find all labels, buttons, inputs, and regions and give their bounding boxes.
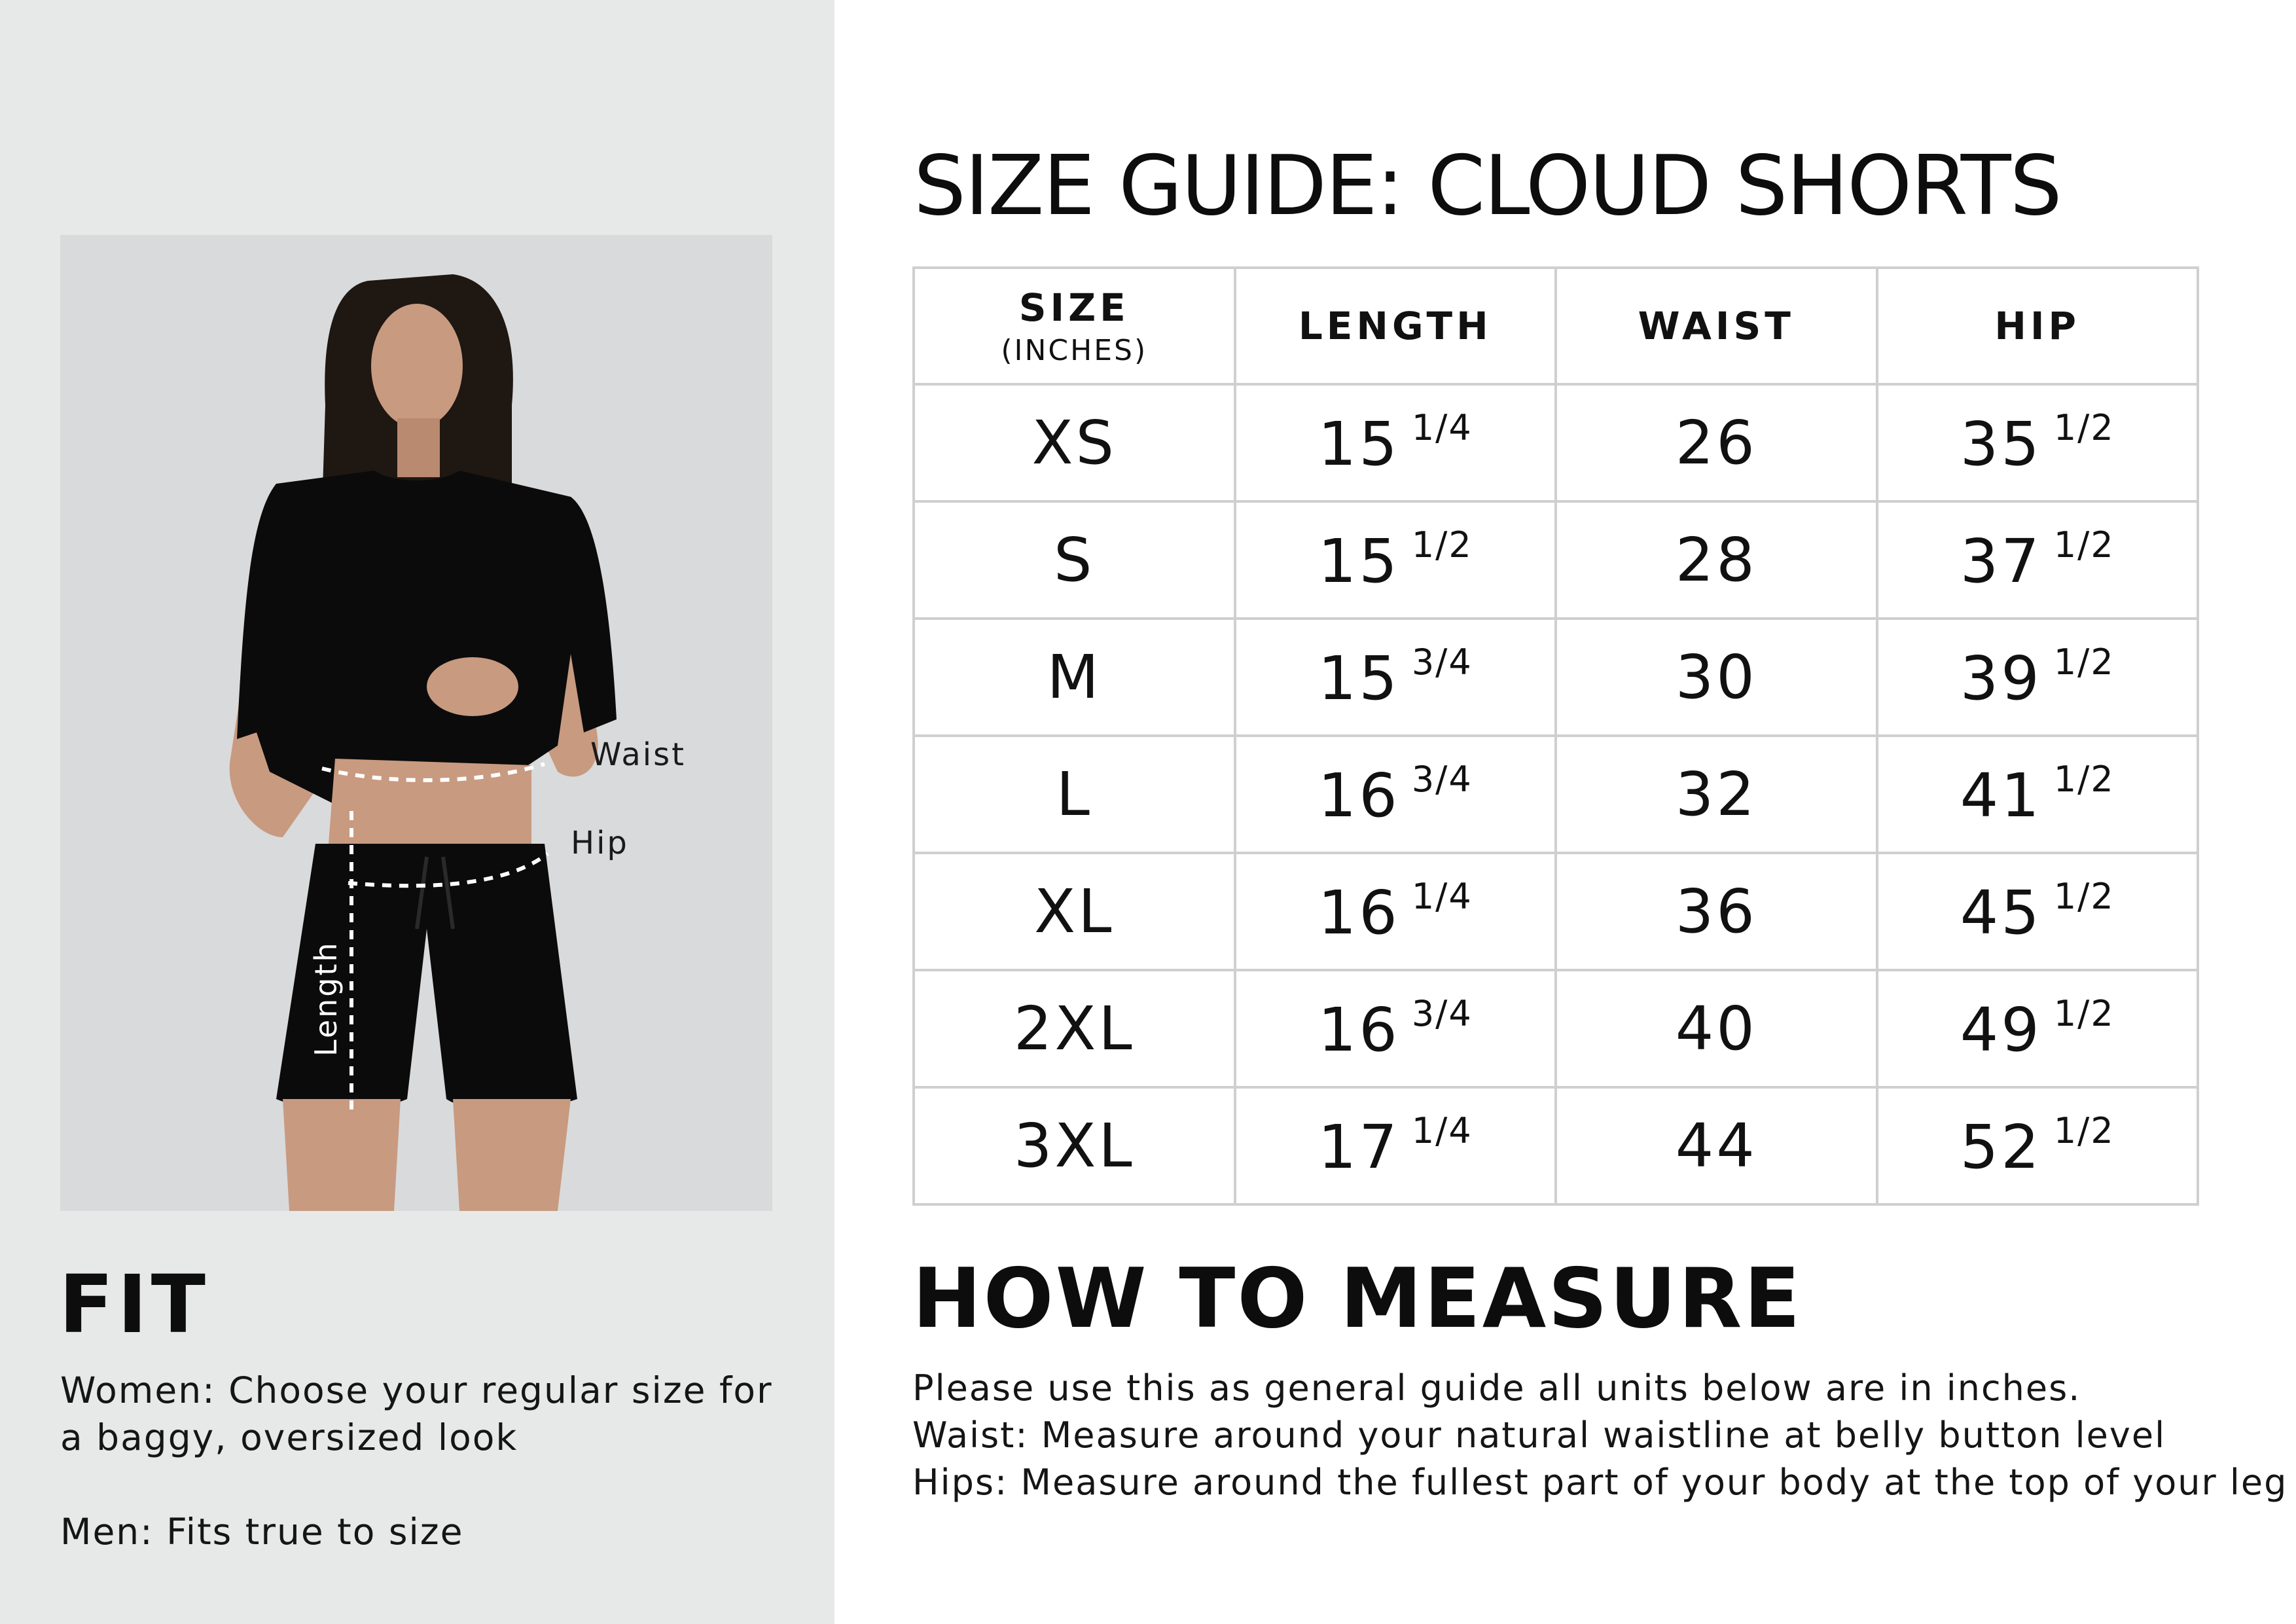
hip-cell (1877, 501, 2198, 619)
length-value: 15 (1318, 408, 1400, 479)
length-fraction: 3/4 (1411, 641, 1473, 683)
size-cell: M (914, 619, 1235, 736)
length-value: 16 (1318, 760, 1400, 831)
length-cell (1235, 619, 1556, 736)
hip-value: 37 (1960, 526, 2042, 596)
hip-fraction: 1/2 (2053, 641, 2115, 683)
hip-value: 39 (1960, 643, 2042, 713)
table-row (914, 501, 2198, 619)
table-row (914, 619, 2198, 736)
table-row (914, 384, 2198, 501)
length-label: Length (308, 941, 344, 1056)
waist-label: Waist (590, 736, 686, 773)
hip-fraction: 1/2 (2053, 875, 2115, 917)
table-row (914, 736, 2198, 853)
hip-cell (1877, 853, 2198, 970)
hip-fraction: 1/2 (2053, 992, 2115, 1034)
table-row (914, 853, 2198, 970)
fit-women-text: Women: Choose your regular size for a baggy, oversized look (60, 1369, 773, 1458)
how-to-measure-text (912, 1365, 2288, 1506)
hip-fraction: 1/2 (2053, 524, 2115, 566)
header-hip: HIP (1877, 268, 2198, 384)
waist-cell: 40 (1556, 970, 1877, 1087)
header-size-label: SIZE (1018, 285, 1130, 330)
length-cell (1235, 501, 1556, 619)
waist-cell: 26 (1556, 384, 1877, 501)
hip-value: 52 (1960, 1111, 2042, 1182)
size-cell: XS (914, 384, 1235, 501)
hip-value: 41 (1960, 760, 2042, 831)
waist-cell: 30 (1556, 619, 1877, 736)
hip-value: 35 (1960, 408, 2042, 479)
length-fraction: 3/4 (1411, 992, 1473, 1034)
fit-heading: FIT (59, 1258, 209, 1351)
length-fraction: 1/4 (1411, 875, 1473, 917)
length-fraction: 3/4 (1411, 758, 1473, 800)
header-size-unit: (INCHES) (1001, 333, 1148, 367)
measure-line-waist: Waist: Measure around your natural waistline at belly button level (912, 1415, 2166, 1456)
hip-cell (1877, 384, 2198, 501)
hip-fraction: 1/2 (2053, 758, 2115, 800)
length-fraction: 1/2 (1411, 524, 1473, 566)
table-row (914, 970, 2198, 1087)
hip-cell (1877, 970, 2198, 1087)
length-value: 16 (1318, 877, 1400, 948)
length-fraction: 1/4 (1411, 1110, 1473, 1151)
length-value: 16 (1318, 994, 1400, 1065)
size-cell: S (914, 501, 1235, 619)
header-size (914, 268, 1235, 384)
length-cell (1235, 970, 1556, 1087)
table-row (914, 1087, 2198, 1204)
length-value: 15 (1318, 526, 1400, 596)
hip-value: 49 (1960, 994, 2042, 1065)
left-panel (0, 0, 834, 1624)
hip-cell (1877, 736, 2198, 853)
hip-value: 45 (1960, 877, 2042, 948)
length-cell (1235, 1087, 1556, 1204)
hip-cell (1877, 619, 2198, 736)
length-cell (1235, 384, 1556, 501)
length-fraction: 1/4 (1411, 406, 1473, 448)
size-cell: L (914, 736, 1235, 853)
table-header-row (914, 268, 2198, 384)
measure-line-hips: Hips: Measure around the fullest part of your body at the top of your leg (912, 1462, 2288, 1503)
measure-line-general: Please use this as general guide all units below are in inches. (912, 1367, 2081, 1409)
waist-cell: 28 (1556, 501, 1877, 619)
waist-cell: 44 (1556, 1087, 1877, 1204)
model-photo (60, 235, 772, 1211)
hip-cell (1877, 1087, 2198, 1204)
waist-cell: 32 (1556, 736, 1877, 853)
header-waist: WAIST (1556, 268, 1877, 384)
hip-fraction: 1/2 (2053, 1110, 2115, 1151)
model-illustration (60, 235, 772, 1211)
size-cell: 2XL (914, 970, 1235, 1087)
fit-men-text: Men: Fits true to size (60, 1511, 464, 1553)
waist-cell: 36 (1556, 853, 1877, 970)
hip-fraction: 1/2 (2053, 406, 2115, 448)
length-cell (1235, 736, 1556, 853)
size-table (912, 266, 2199, 1206)
how-to-measure-heading: HOW TO MEASURE (912, 1250, 1803, 1346)
header-length: LENGTH (1235, 268, 1556, 384)
page-title: SIZE GUIDE: CLOUD SHORTS (914, 137, 2061, 234)
length-cell (1235, 853, 1556, 970)
hip-label: Hip (571, 825, 629, 861)
length-value: 15 (1318, 643, 1400, 713)
size-cell: XL (914, 853, 1235, 970)
length-value: 17 (1318, 1111, 1400, 1182)
size-cell: 3XL (914, 1087, 1235, 1204)
